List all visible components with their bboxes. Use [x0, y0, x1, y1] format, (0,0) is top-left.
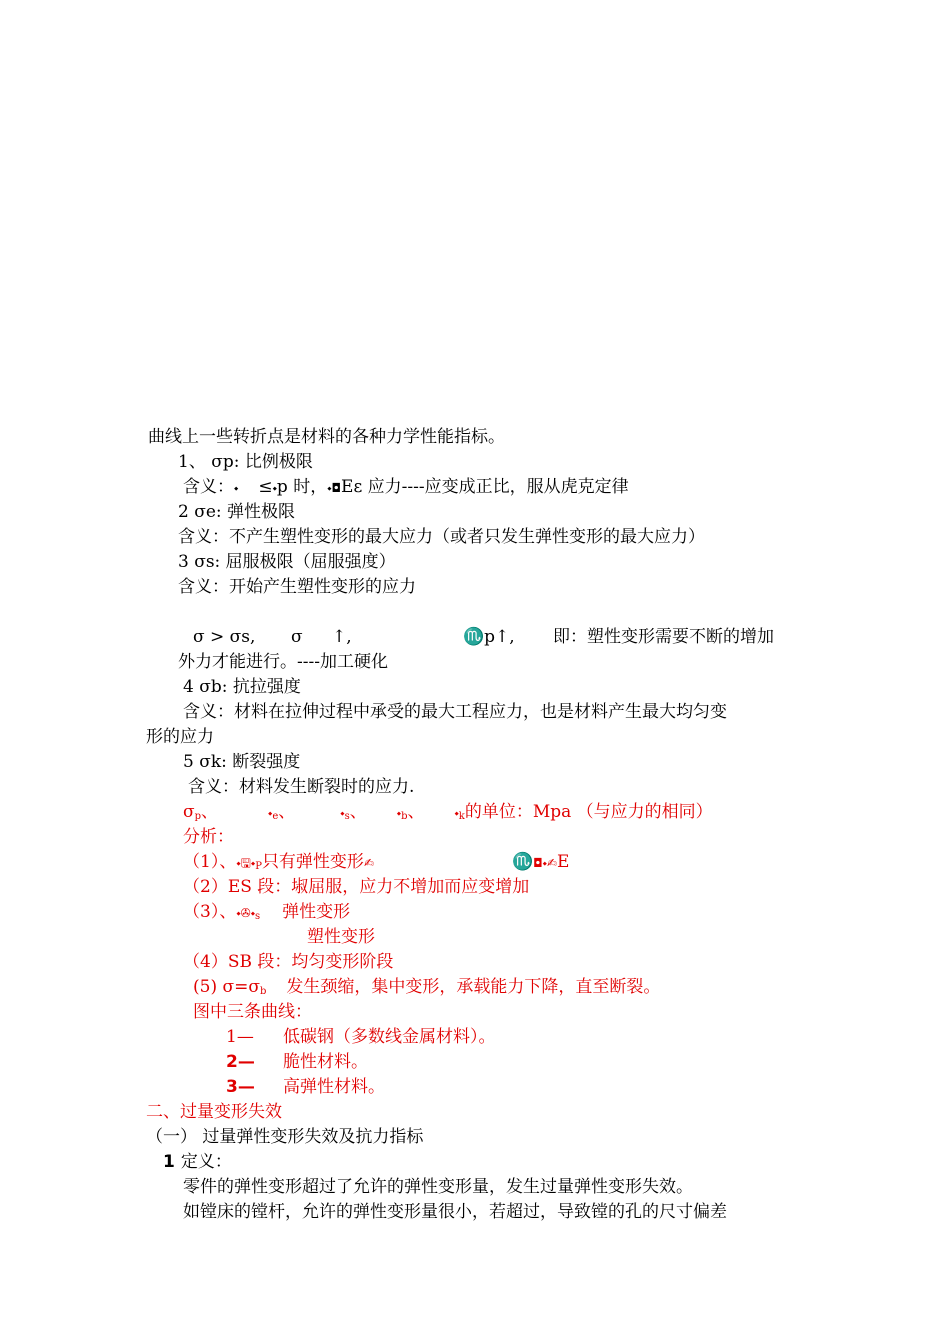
curve-1-label: 1—	[226, 1027, 254, 1047]
hardening-formula-c: ↑,	[332, 627, 352, 647]
item-2-meaning: 含义：不产生塑性变形的最大应力（或者只发生弹性变形的最大应力）	[178, 527, 705, 547]
symbol-glyph: ⬩	[268, 806, 273, 820]
item-1-meaning	[183, 476, 629, 499]
subscript: p	[194, 811, 202, 822]
hardening-formula-b: σ	[291, 627, 303, 647]
symbol-glyph: ⬩	[327, 481, 332, 495]
subscript: k	[458, 811, 465, 822]
symbol-glyph: ♏	[512, 852, 534, 872]
leq-symbol: ≤	[258, 477, 273, 497]
item-3-heading: 3 σs: 屈服极限（屈服强度）	[178, 552, 396, 572]
analysis-3-cont: 塑性变形	[307, 927, 375, 947]
analysis-text: 只有弹性变形	[261, 852, 364, 872]
subscript: P	[255, 861, 262, 872]
item-3-meaning: 含义：开始产生塑性变形的应力	[178, 577, 416, 597]
item-4-heading: 4 σb: 抗拉强度	[183, 677, 301, 697]
analysis-label: （3）、	[183, 902, 237, 922]
intro-line: 曲线上一些转折点是材料的各种力学性能指标。	[148, 427, 505, 447]
item-4-meaning: 含义：材料在拉伸过程中承受的最大工程应力，也是材料产生最大均匀变	[183, 702, 727, 722]
meaning-label: 含义：	[183, 477, 234, 497]
analysis-text: 发生颈缩，集中变形，承载能力下降，直至断裂。	[286, 977, 661, 997]
analysis-heading: 分析：	[183, 827, 234, 847]
units-line	[183, 801, 713, 828]
analysis-text: E	[557, 852, 570, 872]
curve-3-text: 高弹性材料。	[283, 1077, 385, 1097]
separator: 、	[201, 802, 219, 822]
analysis-1-formula	[512, 851, 569, 874]
item-4-meaning-cont: 形的应力	[146, 727, 214, 747]
symbol-glyph: ⬩	[340, 806, 345, 820]
item-5-heading: 5 σk: 断裂强度	[183, 752, 301, 772]
subscript: b	[401, 811, 408, 822]
example-text: 如镗床的镗杆，允许的弹性变形量很小，若超过，导致镗的孔的尺寸偏差	[183, 1202, 727, 1222]
symbol-glyph: ⬩	[234, 481, 239, 495]
meaning-text: Eε 应力----应变成正比，服从虎克定律	[341, 477, 629, 497]
units-text: 的单位：Mpa （与应力的相同）	[464, 802, 713, 822]
symbol-glyph: ◘⬩✍	[533, 856, 558, 870]
analysis-4: （4）SB 段：均匀变形阶段	[183, 952, 394, 972]
curve-1-text: 低碳钢（多数线金属材料）。	[283, 1027, 496, 1047]
symbol-glyph: ✍	[363, 856, 374, 870]
subscript: s	[255, 911, 261, 922]
definition-number: 1	[163, 1152, 175, 1172]
separator: 、	[407, 802, 425, 822]
analysis-label: （1）、	[183, 852, 237, 872]
symbol-glyph: ⬩🖫⬩	[236, 856, 256, 870]
symbol-glyph: ◘	[331, 481, 342, 495]
sigma-symbol: σ	[183, 802, 195, 822]
subsection-1-heading: （一） 过量弹性变形失效及抗力指标	[146, 1127, 424, 1147]
analysis-2: （2）ES 段：埱屈服，应力不增加而应变增加	[183, 877, 530, 897]
analysis-5	[193, 976, 660, 1003]
symbol-glyph: ⬩	[396, 806, 402, 820]
subscript: b	[259, 986, 267, 997]
separator: 、	[278, 802, 296, 822]
definition-heading	[163, 1151, 232, 1173]
item-2-heading: 2 σe: 弹性极限	[178, 502, 296, 522]
meaning-text: p 时，	[276, 477, 328, 497]
symbol-glyph: ⬩✇⬩	[236, 906, 256, 920]
curve-2-label: 2—	[226, 1052, 255, 1072]
analysis-1	[183, 851, 374, 878]
item-5-meaning: 含义：材料发生断裂时的应力.	[188, 777, 415, 797]
section-2-heading: 二、过量变形失效	[146, 1102, 282, 1122]
item-1-heading: 1、 σp: 比例极限	[178, 452, 313, 472]
hardening-explanation: 即：塑性变形需要不断的增加	[553, 627, 774, 647]
definition-text: 零件的弹性变形超过了允许的弹性变形量，发生过量弹性变形失效。	[183, 1177, 693, 1197]
curve-2-text: 脆性材料。	[283, 1052, 368, 1072]
symbol-glyph: ⬩	[272, 481, 277, 495]
hardening-formula-a: σ > σs,	[193, 627, 256, 647]
analysis-label: (5) σ=σ	[193, 977, 260, 997]
analysis-text: 弹性变形	[282, 902, 351, 922]
subscript: s	[344, 811, 350, 822]
separator: 、	[349, 802, 367, 822]
hardening-explanation-cont: 外力才能进行。----加工硬化	[178, 652, 388, 672]
analysis-3	[183, 901, 350, 928]
curves-heading: 图中三条曲线：	[193, 1002, 312, 1022]
symbol-glyph: ⬩	[454, 806, 459, 820]
subscript: e	[272, 811, 279, 822]
hardening-formula-d: ♏p↑,	[463, 627, 515, 647]
curve-3-label: 3—	[226, 1077, 255, 1097]
definition-label: 定义：	[180, 1152, 232, 1172]
